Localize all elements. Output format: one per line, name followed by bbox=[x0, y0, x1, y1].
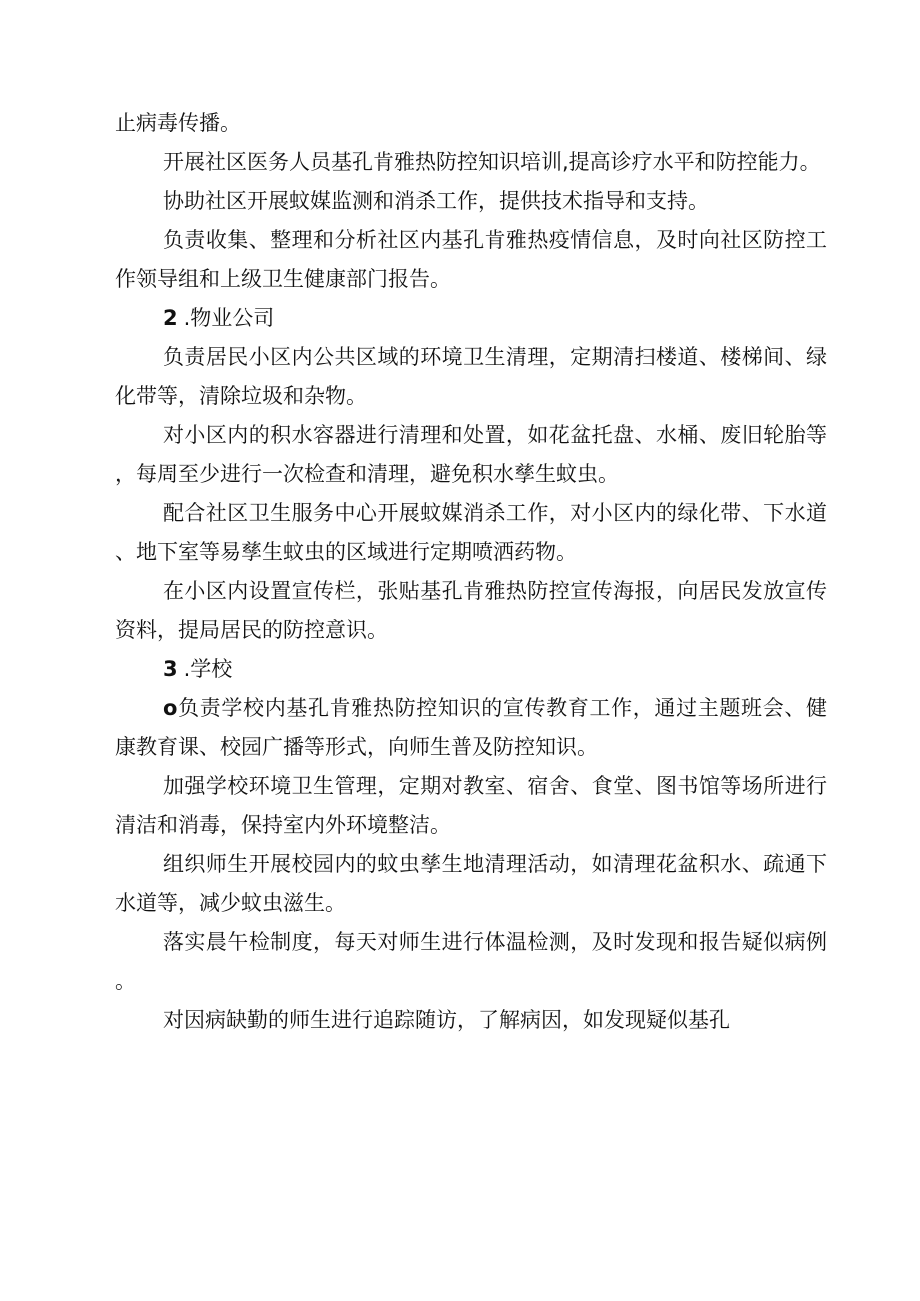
paragraph: 对因病缺勤的师生进行追踪随访，了解病因，如发现疑似基孔 bbox=[163, 1008, 730, 1032]
paragraph-text: 负责学校内基孔肯雅热防控知识的宣传教育工作，通过主题班会、健康教育课、校园广播等形式，向师生普及防控知识。 bbox=[115, 696, 827, 759]
paragraph: 开展社区医务人员基孔肯雅热防控知识培训,提高诊疗水平和防控能力。 bbox=[163, 150, 821, 174]
section-title: .物业公司 bbox=[183, 306, 275, 330]
section-number: 3 bbox=[163, 657, 178, 681]
bullet-marker: o bbox=[163, 696, 178, 720]
section-heading-school bbox=[115, 650, 827, 689]
paragraph: 组织师生开展校园内的蚊虫孳生地清理活动，如清理花盆积水、疏通下水道等，减少蚊虫滋生。 bbox=[115, 852, 827, 915]
paragraph: 对小区内的积水容器进行清理和处置，如花盆托盘、水桶、废旧轮胎等，每周至少进行一次检查和清理，避免积水孳生蚊虫。 bbox=[115, 423, 827, 486]
paragraph: 配合社区卫生服务中心开展蚊媒消杀工作，对小区内的绿化带、下水道、地下室等易孳生蚊虫的区域进行定期喷洒药物。 bbox=[115, 501, 827, 564]
paragraph-with-bullet bbox=[115, 689, 827, 767]
paragraph: 加强学校环境卫生管理，定期对教室、宿舍、食堂、图书馆等场所进行清洁和消毒，保持室内外环境整洁。 bbox=[115, 774, 827, 837]
paragraph: 落实晨午检制度，每天对师生进行体温检测，及时发现和报告疑似病例。 bbox=[115, 930, 827, 993]
paragraph: 在小区内设置宣传栏，张贴基孔肯雅热防控宣传海报，向居民发放宣传资料，提局居民的防控意识。 bbox=[115, 579, 827, 642]
section-heading-property-company bbox=[115, 299, 827, 338]
paragraph: 负责居民小区内公共区域的环境卫生清理，定期清扫楼道、楼梯间、绿化带等，清除垃圾和杂物。 bbox=[115, 345, 827, 408]
paragraph: 协助社区开展蚊媒监测和消杀工作，提供技术指导和支持。 bbox=[163, 189, 709, 213]
section-number: 2 bbox=[163, 306, 178, 330]
paragraph: 负责收集、整理和分析社区内基孔肯雅热疫情信息，及时向社区防控工作领导组和上级卫生健康部门报告。 bbox=[115, 228, 827, 291]
section-title: .学校 bbox=[183, 657, 233, 681]
document-body bbox=[115, 104, 827, 1040]
paragraph-continuation: 止病毒传播。 bbox=[115, 111, 241, 135]
